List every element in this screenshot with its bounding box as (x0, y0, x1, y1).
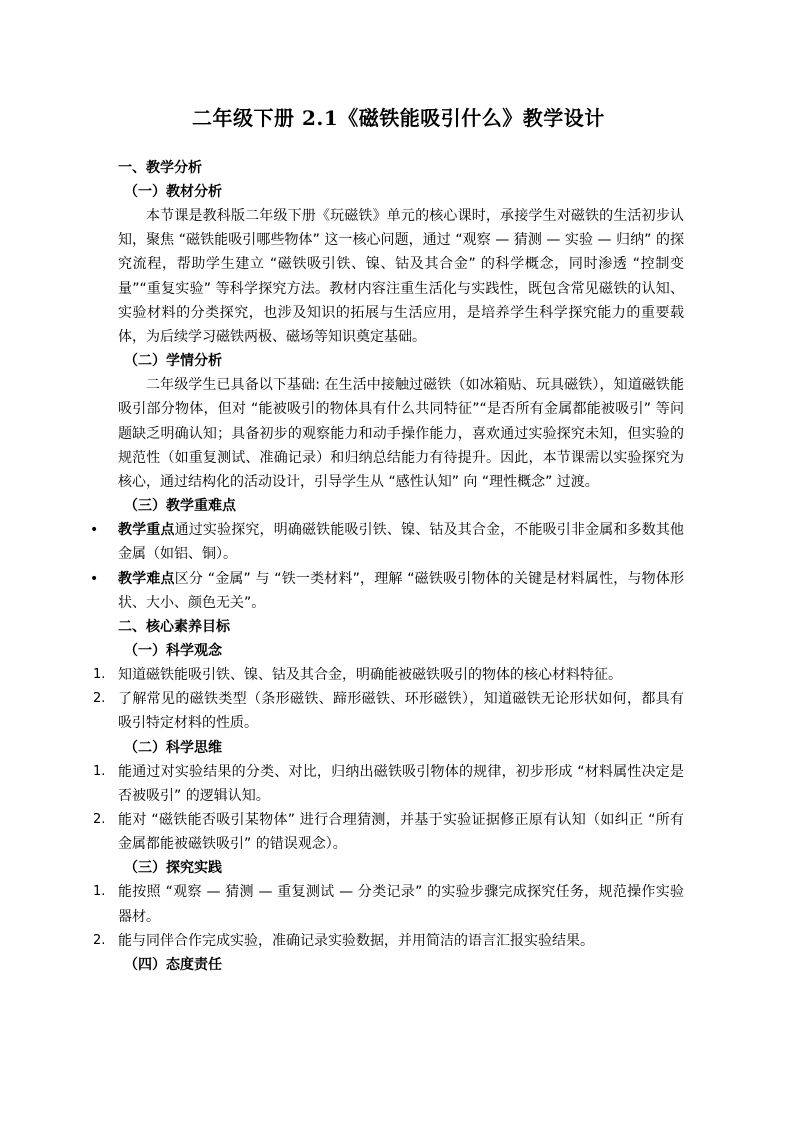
section-heading-teaching-analysis: 一、教学分析 (118, 160, 202, 176)
list-item (93, 929, 684, 953)
list-number: 1. (93, 884, 106, 900)
subsection-heading-scientific-concepts: （一）科学观念 (124, 643, 222, 660)
list-number: 1. (93, 763, 106, 779)
list-item-text: 知道磁铁能吸引铁、镍、钴及其合金，明确能被磁铁吸引的物体的核心材料特征。 (118, 667, 622, 684)
list-number: 2. (93, 812, 106, 828)
list-item-difficult-point (90, 567, 684, 615)
material-analysis-paragraph: 本节课是教科版二年级下册《玩磁铁》单元的核心课时，承接学生对磁铁的生活初步认知，聚焦 “磁铁能吸引哪些物体” 这一核心问题，通过 “观察 — 猜测 — 实验 — 归纳” 的探究流程，帮助学生建立 “磁铁吸引铁、镍、钴及其合金” 的科学概念，同时渗透 “控制变量”“重复实验” 等科学探究方法。教材内容注重生活化与实践性，既包含常见磁铁的认知、实验材料的分类探究，也涉及知识的拓展与生活应用，是培养学生科学探究能力的重要载体，为后续学习磁铁两极、磁场等知识奠定基础。 (118, 208, 684, 346)
list-number: 2. (93, 932, 106, 948)
list-item (93, 687, 684, 735)
subsection-heading-key-difficult-points: （三）教学重难点 (124, 498, 236, 515)
list-item (93, 880, 684, 928)
list-item (93, 808, 684, 856)
key-point-text: 通过实验探究，明确磁铁能吸引铁、镍、钴及其合金，不能吸引非金属和多数其他金属（如铝、铜）。 (118, 522, 685, 563)
list-number: 2. (93, 691, 106, 707)
key-point-label: 教学重点 (118, 522, 175, 539)
subsection-heading-inquiry-practice: （三）探究实践 (124, 860, 222, 877)
list-item-text: 能通过对实验结果的分类、对比，归纳出磁铁吸引物体的规律，初步形成 “材料属性决定是否被吸引” 的逻辑认知。 (118, 763, 684, 804)
difficult-point-label: 教学难点 (118, 570, 175, 587)
subsection-heading-scientific-thinking: （二）科学思维 (124, 739, 222, 756)
subsection-heading-material-analysis: （一）教材分析 (124, 184, 222, 200)
list-item (93, 760, 684, 808)
list-item-text: 了解常见的磁铁类型（条形磁铁、蹄形磁铁、环形磁铁），知道磁铁无论形状如何，都具有吸引特定材料的性质。 (118, 691, 684, 732)
section-heading-core-literacy-goals: 二、核心素养目标 (118, 619, 230, 636)
bullet-icon: • (90, 570, 99, 587)
learner-analysis-paragraph: 二年级学生已具备以下基础: 在生活中接触过磁铁（如冰箱贴、玩具磁铁），知道磁铁能吸引部分物体，但对 “能被吸引的物体具有什么共同特征”“是否所有金属都能被吸引” 等问题缺乏明确认知；具备初步的观察能力和动手操作能力，喜欢通过实验探究未知，但实验的规范性（如重复测试、准确记录）和归纳总结能力有待提升。因此，本节课需以实验探究为核心，通过结构化的活动设计，引导学生从 “感性认知” 向 “理性概念” 过渡。 (118, 377, 684, 491)
document-body (90, 156, 685, 977)
list-item (93, 663, 684, 687)
list-item-text: 能按照 “观察 — 猜测 — 重复测试 — 分类记录” 的实验步骤完成探究任务，规范操作实验器材。 (118, 884, 684, 925)
bullet-icon: • (90, 522, 99, 539)
list-number: 1. (93, 667, 106, 683)
list-item-text: 能与同伴合作完成实验，准确记录实验数据，并用简洁的语言汇报实验结果。 (118, 932, 594, 949)
list-item-key-point (90, 518, 685, 566)
subsection-heading-attitude-responsibility: （四）态度责任 (124, 957, 222, 974)
document-title: 二年级下册 2.1《磁铁能吸引什么》教学设计 (192, 106, 605, 130)
subsection-heading-learner-analysis: （二）学情分析 (124, 353, 222, 370)
list-item-text: 能对 “磁铁能否吸引某物体” 进行合理猜测，并基于实验证据修正原有认知（如纠正 “所有金属都能被磁铁吸引” 的错误观念）。 (118, 812, 684, 853)
difficult-point-text: 区分 “金属” 与 “铁一类材料”，理解 “磁铁吸引物体的关键是材料属性，与物体形状、大小、颜色无关”。 (118, 570, 684, 611)
